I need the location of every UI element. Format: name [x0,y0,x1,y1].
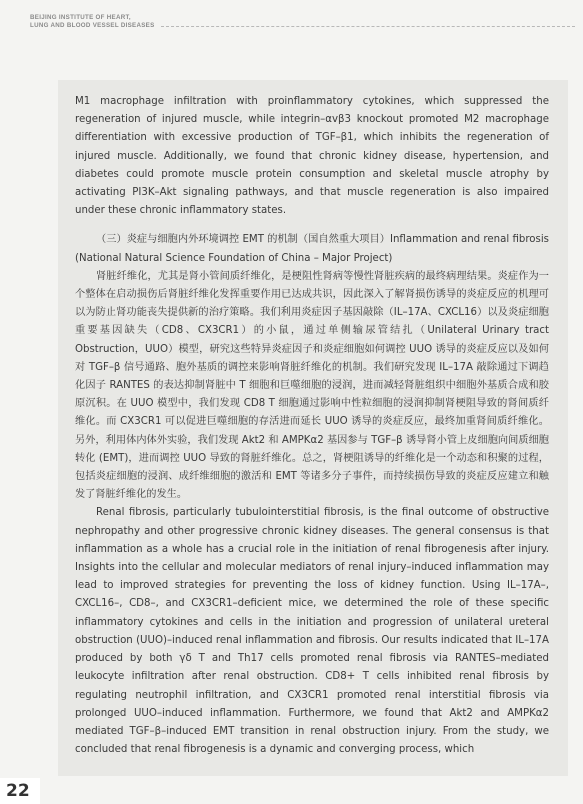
running-header [30,14,575,30]
header-institute-line1: BEIJING INSTITUTE OF HEART, [30,14,131,21]
paragraph-chinese: 肾脏纤维化，尤其是肾小管间质纤维化，是梗阻性肾病等慢性肾脏疾病的最终病理结果。炎症作为一个整体在启动损伤后肾脏纤维化发挥重要作用已达成共识，因此深入了解肾损伤诱导的炎症反应的机理可以为防止肾功能丧失提供新的治疗策略。我们利用炎症因子基因敲除（IL–17A、CXCL16）以及炎症细胞重要基因缺失（CD8、CX3CR1）的小鼠，通过单侧输尿管结扎（Unilateral Urinary tract Obstruction，UUO）模型，研究这些特异炎症因子和炎症细胞如何调控 UUO 诱导的炎症反应以及如何对 TGF–β 信号通路、胞外基质的调控来影响肾脏纤维化的机制。我们研究发现 IL–17A 敲除通过下调趋化因子 RANTES 的表达抑制肾脏中 T 细胞和巨噬细胞的浸润，进而减轻肾脏组织中细胞外基质合成和胶原沉积。在 UUO 模型中，我们发现 CD8 T 细胞通过影响中性粒细胞的浸润抑制肾梗阻导致的肾间质纤维化。而 CX3CR1 可以促进巨噬细胞的存活进而延长 UUO 诱导的炎症反应，最终加重肾间质纤维化。另外，利用体内体外实验，我们发现 Akt2 和 AMPKα2 基因参与 TGF–β 诱导肾小管上皮细胞向间质细胞转化 (EMT)，进而调控 UUO 导致的肾脏纤维化。总之，肾梗阻诱导的纤维化是一个动态和积聚的过程，包括炎症细胞的浸润、成纤维细胞的激活和 EMT 等诸多分子事件，而持续损伤导致的炎症反应建立和触发了肾脏纤维化的发生。 [75,270,549,501]
paragraph-continuation: M1 macrophage infiltration with proinflammatory cytokines, which suppressed the regeneration of injured muscle, while integrin–αvβ3 knockout promoted M2 macrophage differentiation with excessive production of TGF–β1, which inhibits the regeneration of injured muscle. Additionally, we found that chronic kidney disease, hypertension, and diabetes could promote muscle protein consumption and skeletal muscle atrophy by activating PI3K–Akt signaling pathways, and that muscle regeneration is also impaired under these chronic inflammatory states. [75,96,549,217]
page-number-box [0,778,40,804]
header-institute-line2: LUNG AND BLOOD VESSEL DISEASES [30,22,155,29]
page-number: 22 [6,781,30,801]
section-heading: （三）炎症与细胞内外环境调控 EMT 的机制（国自然重大项目）Inflammation and renal fibrosis (National Natural Science Foundation of China – Major Project) [75,234,549,264]
paragraph-english: Renal fibrosis, particularly tubulointerstitial fibrosis, is the final outcome of obstructive nephropathy and other progressive chronic kidney diseases. The general consensus is that inflammation as a whole has a crucial role in the initiation of renal fibrogenesis after injury. Insights into the cellular and molecular mediators of renal injury–induced inflammation may lead to improved strategies for preventing the loss of kidney function. Using IL–17A–, CXCL16–, CD8–, and CX3CR1–deficient mice, we determined the role of these specific inflammatory cytokines and cells in the initiation and progression of unilateral ureteral obstruction (UUO)–induced renal inflammation and fibrosis. Our results indicated that IL–17A produced by both γδ T and Th17 cells promoted renal fibrosis via RANTES–mediated leukocyte infiltration after renal obstruction. CD8+ T cells inhibited renal fibrosis by regulating neutrophil infiltration, and CX3CR1 promoted renal interstitial fibrosis via prolonged UUO–induced inflammation. Furthermore, we found that Akt2 and AMPKα2 mediated TGF–β–induced EMT transition in renal obstruction injury. From the study, we concluded that renal fibrogenesis is a dynamic and converging process, which [75,507,549,756]
page-body [75,93,549,759]
header-dashed-rule [161,26,575,27]
